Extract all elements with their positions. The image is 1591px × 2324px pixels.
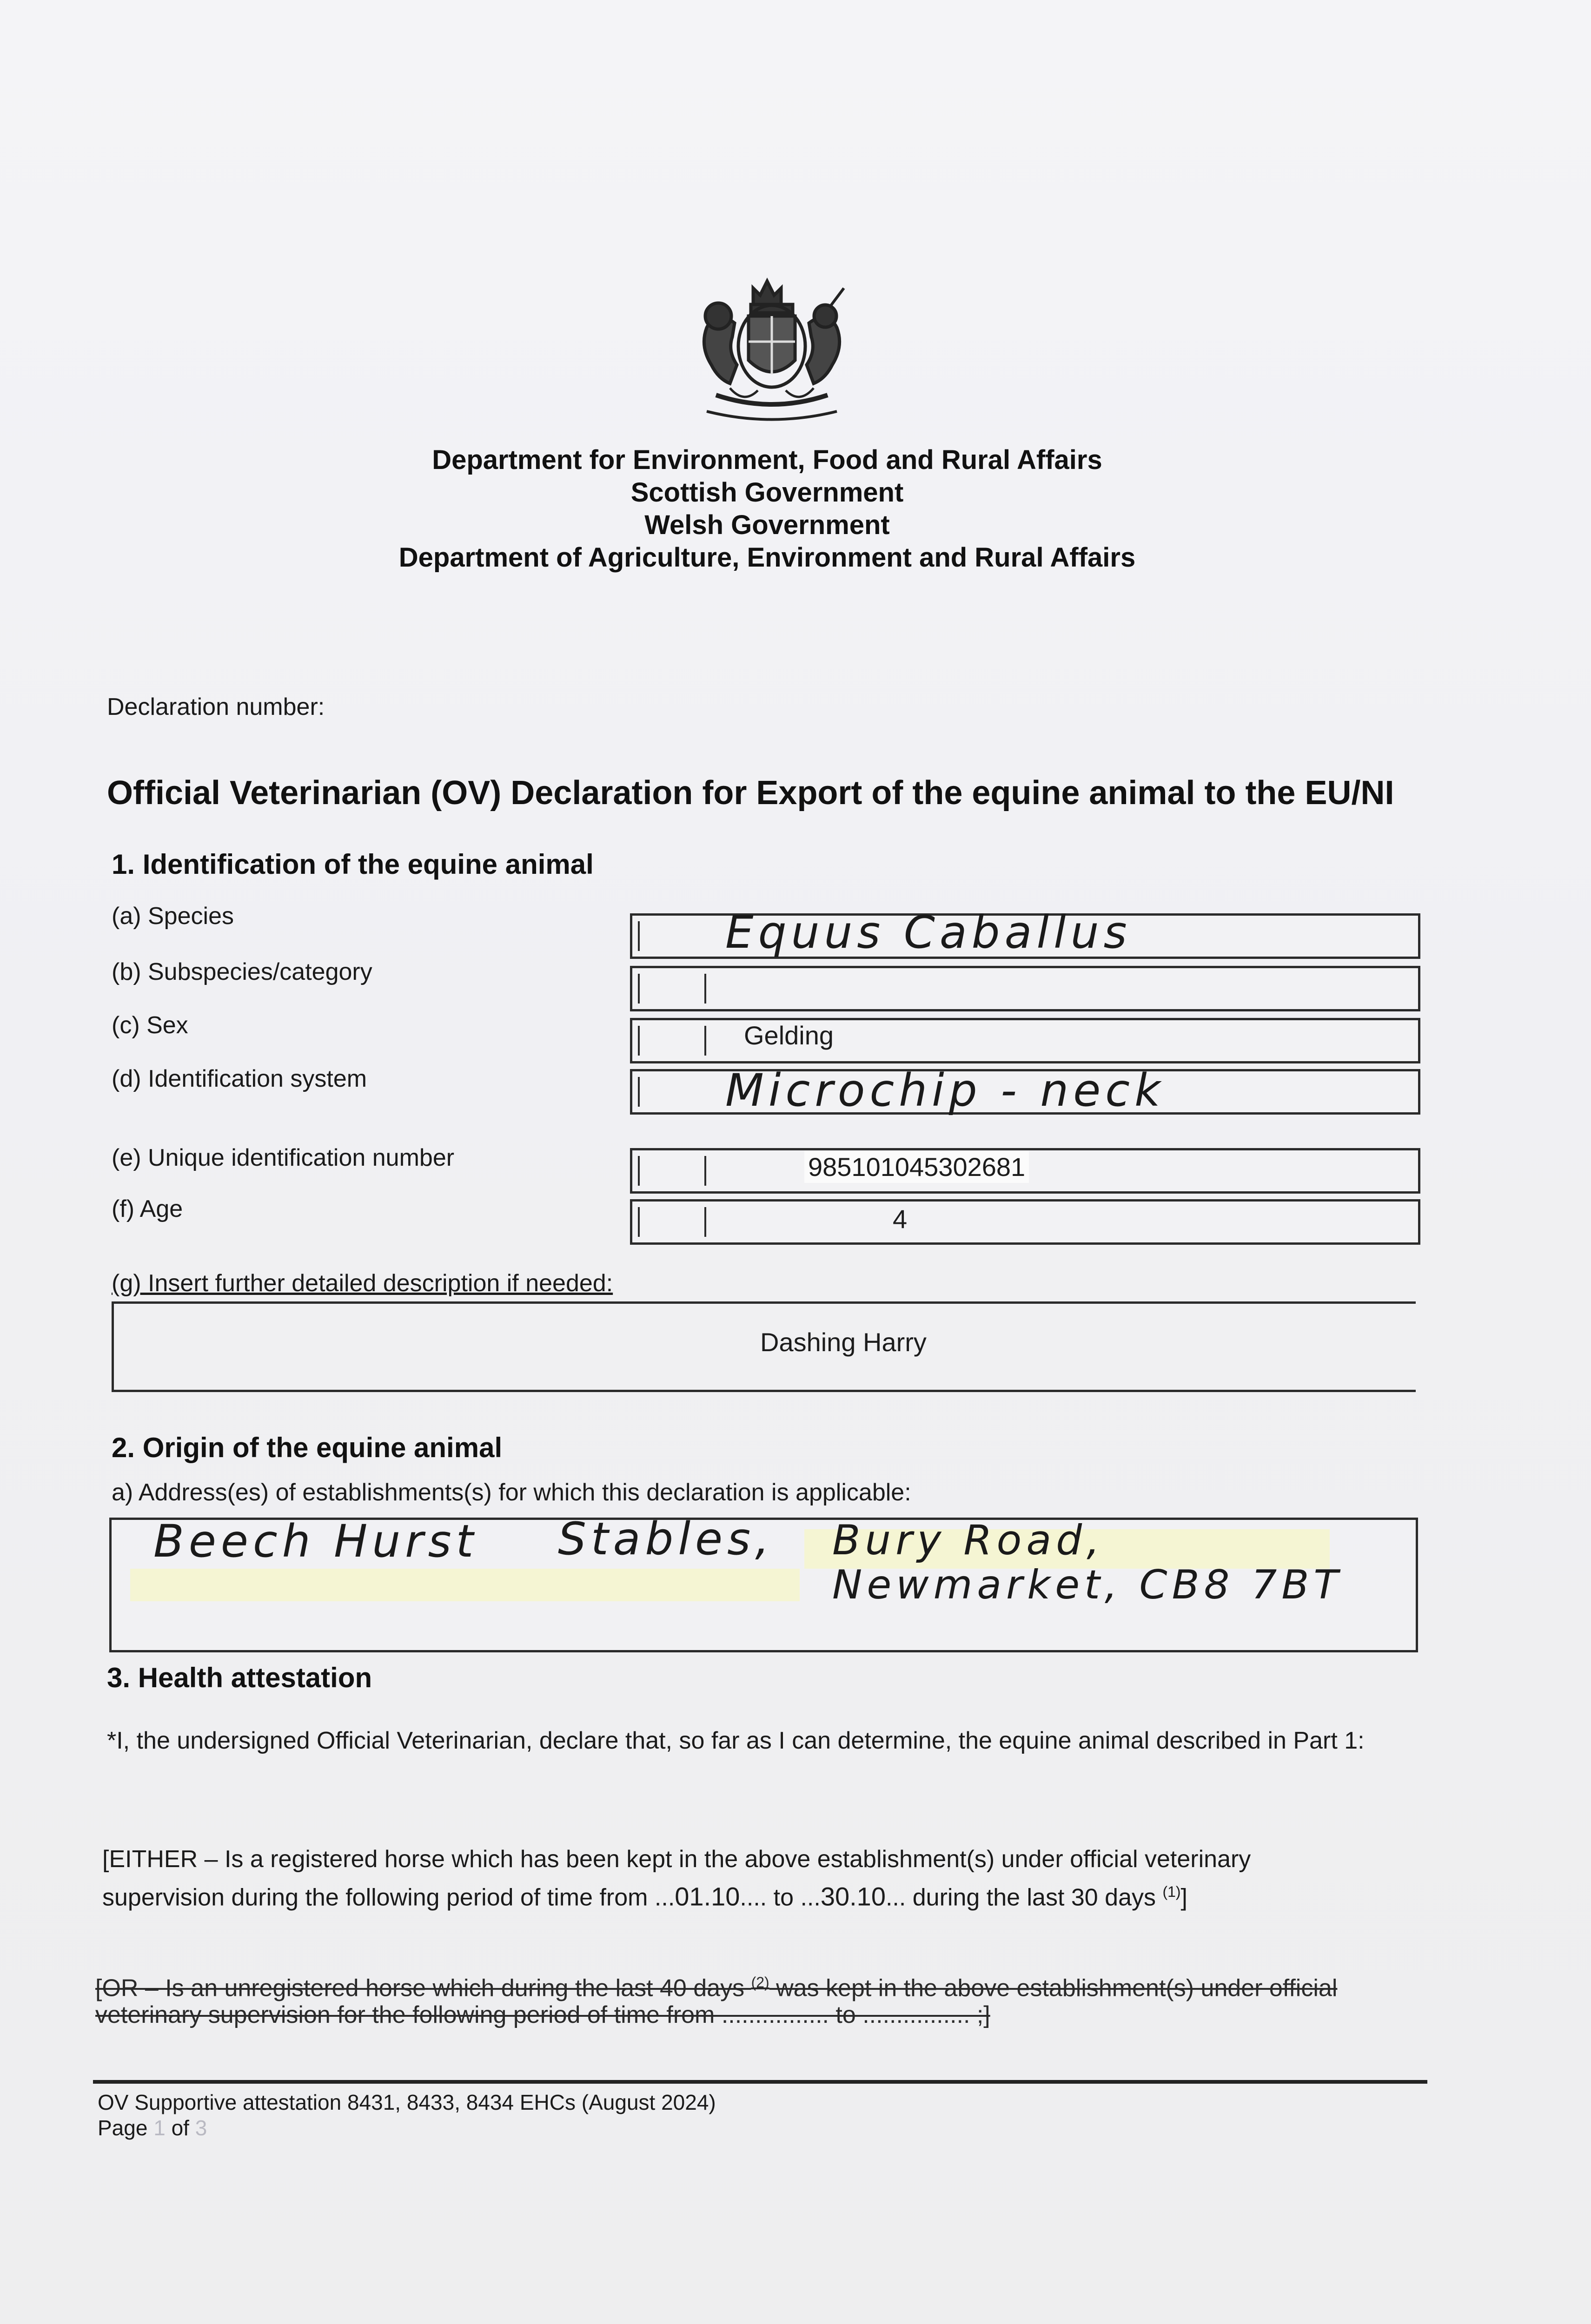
department-line-3: Welsh Government: [644, 510, 890, 540]
age-label: (f) Age: [112, 1195, 183, 1222]
address-line-3: Bury Road,: [832, 1516, 1105, 1564]
declaration-number-label: Declaration number:: [107, 693, 325, 720]
address-line-1: Beech Hurst: [153, 1515, 478, 1567]
identification-system-value: Microchip - neck: [725, 1064, 1165, 1116]
section-2-title: 2. Origin of the equine animal: [112, 1432, 503, 1463]
either-line-1: [EITHER – Is a registered horse which has been kept in the above establishment(s) under official veterinary: [102, 1846, 1251, 1873]
or-line-2: veterinary supervision for the following period of time from ................ to ................ ;]: [95, 2001, 990, 2028]
or-line-1: [OR – Is an unregistered horse which during the last 40 days $^{(2)}$ was kept in the above establishment(s) under official: [95, 1974, 1338, 2002]
address-label: a) Address(es) of establishments(s) for which this declaration is applicable:: [112, 1479, 911, 1506]
department-line-1: Department for Environment, Food and Rural Affairs: [432, 445, 1102, 475]
species-value: Equus Caballus: [725, 906, 1132, 958]
page-title: Official Veterinarian (OV) Declaration for Export of the equine animal to the EU/NI: [107, 774, 1394, 812]
subspecies-label: (b) Subspecies/category: [112, 958, 372, 985]
identification-system-label: (d) Identification system: [112, 1065, 367, 1092]
description-label: (g) Insert further detailed description if needed:: [112, 1270, 613, 1297]
address-line-2: Stables,: [558, 1513, 774, 1565]
either-from-date[interactable]: 01.10: [675, 1882, 740, 1911]
unique-id-label: (e) Unique identification number: [112, 1144, 455, 1171]
page-number: Page 1 of 3: [98, 2116, 207, 2140]
sex-value: Gelding: [744, 1021, 834, 1050]
unique-id-value: 985101045302681: [804, 1151, 1029, 1183]
health-attestation-intro: *I, the undersigned Official Veterinarian, declare that, so far as I can determine, the equine animal described in Part 1:: [107, 1727, 1365, 1754]
age-field[interactable]: [630, 1199, 1420, 1245]
either-to-date[interactable]: 30.10: [820, 1882, 886, 1911]
department-line-4: Department of Agriculture, Environment and Rural Affairs: [398, 542, 1136, 573]
section-1-title: 1. Identification of the equine animal: [112, 849, 594, 880]
age-value: 4: [893, 1204, 908, 1234]
footer-attestation: OV Supportive attestation 8431, 8433, 8434 EHCs (August 2024): [98, 2090, 716, 2114]
description-value: Dashing Harry: [760, 1327, 927, 1357]
address-line-4: Newmarket, CB8 7BT: [832, 1562, 1343, 1608]
sex-label: (c) Sex: [112, 1012, 188, 1039]
section-3-title: 3. Health attestation: [107, 1662, 372, 1693]
subspecies-field[interactable]: [630, 966, 1420, 1011]
species-label: (a) Species: [112, 903, 234, 930]
department-line-2: Scottish Government: [630, 477, 904, 508]
royal-coat-of-arms-icon: [674, 272, 869, 430]
either-line-2: supervision during the following period of time from ...01.10.... to ...30.10... during the last 30 days $^{(1)}$]: [102, 1882, 1187, 1911]
